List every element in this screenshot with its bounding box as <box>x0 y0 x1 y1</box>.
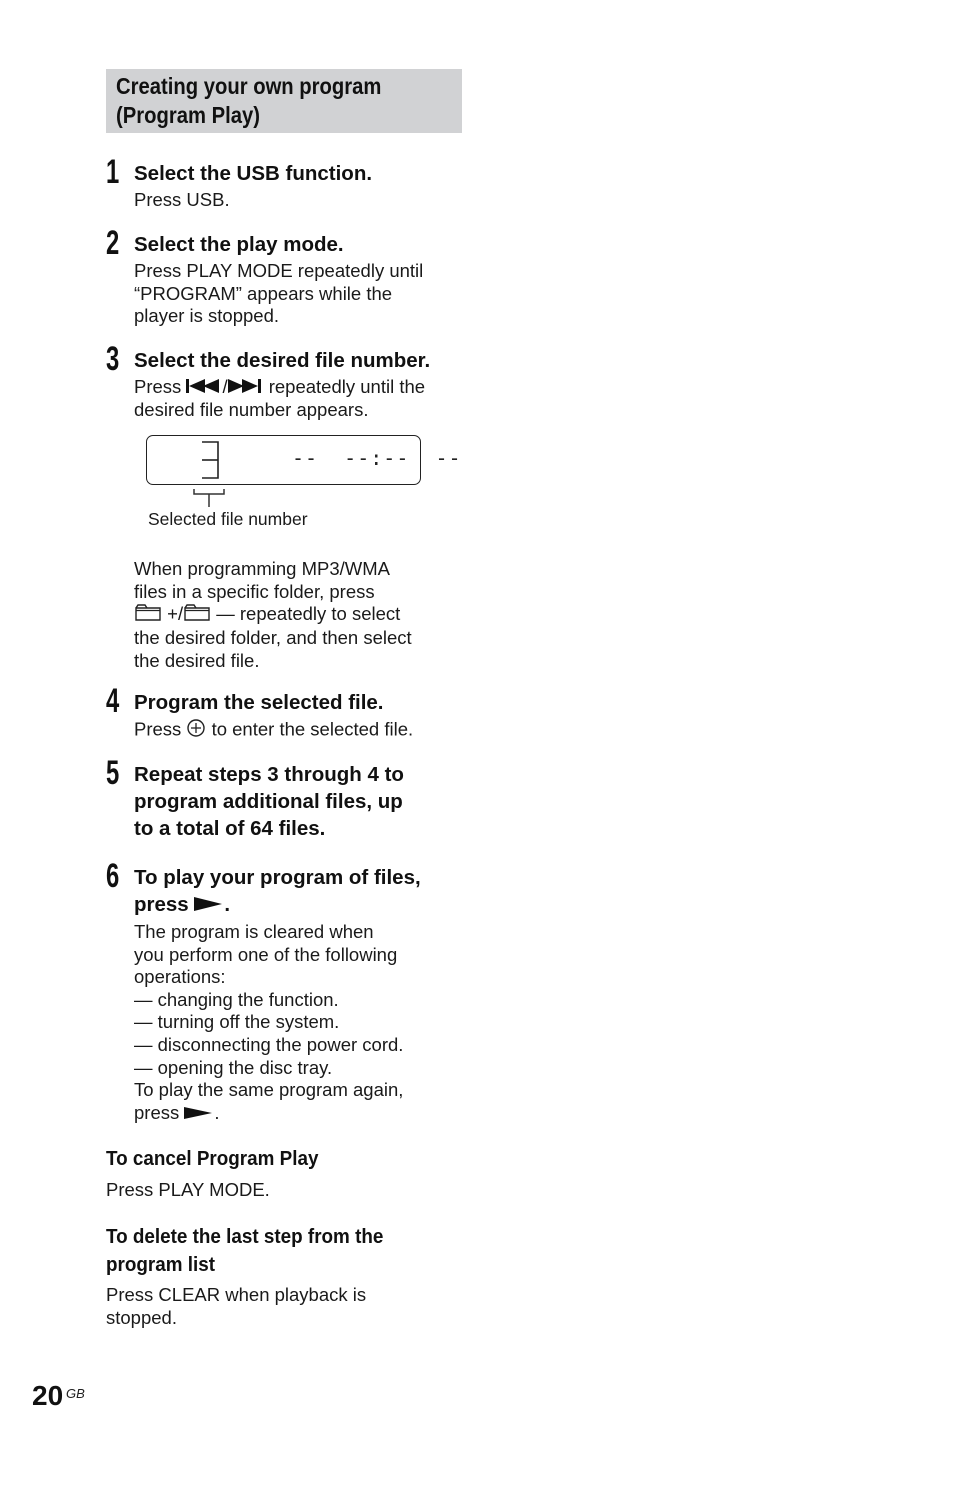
step-2-number: 2 <box>106 224 120 262</box>
step-1-heading: Select the USB function. <box>134 162 373 185</box>
section-title: Creating your own program (Program Play) <box>116 73 382 128</box>
step-3-body: Press / repeatedly until the desired file number appears. <box>134 376 426 421</box>
delete-heading: To delete the last step from the program list <box>106 1225 384 1276</box>
folder-icon <box>134 604 162 628</box>
step-5-heading: Repeat steps 3 through 4 to program additional files, up to a total of 64 files. <box>134 763 404 840</box>
delete-body: Press CLEAR when playback is stopped. <box>106 1284 367 1328</box>
step-6-number: 6 <box>106 857 120 895</box>
page-number-suffix: GB <box>66 1386 85 1401</box>
step-3-heading: Select the desired file number. <box>134 349 431 372</box>
display-caption: Selected file number <box>148 509 308 529</box>
play-icon <box>184 1103 214 1126</box>
folder-note: When programming MP3/WMA files in a specific folder, press +/ — repeatedly to select the desired folder, and then select the desired file. <box>134 558 412 671</box>
step-1-body: Press USB. <box>134 189 230 210</box>
folder-icon <box>183 604 211 628</box>
step-4-heading: Program the selected file. <box>134 691 384 714</box>
next-track-icon <box>228 377 264 400</box>
cancel-body: Press PLAY MODE. <box>106 1179 270 1200</box>
lcd-digit-3 <box>198 440 224 485</box>
step-2-heading: Select the play mode. <box>134 233 344 256</box>
step-6-heading: To play your program of files, press . <box>134 864 421 919</box>
lcd-dashes: -- --:-- -- <box>292 446 462 470</box>
step-5-number: 5 <box>106 754 120 792</box>
step-2-body: Press PLAY MODE repeatedly until “PROGRAM” appears while the player is stopped. <box>134 260 424 327</box>
step-4-body: Press to enter the selected file. <box>134 718 413 744</box>
cancel-heading: To cancel Program Play <box>106 1147 319 1170</box>
play-icon <box>194 892 224 919</box>
step-3-number: 3 <box>106 340 120 378</box>
enter-icon <box>186 718 206 744</box>
page-number: 20 <box>32 1380 64 1411</box>
step-6-body: The program is cleared when you perform one of the following operations: — changing the function. — turning off the system. — disconnecting the power cord. — opening the disc tray. To play the same program again, press . <box>134 921 403 1125</box>
prev-track-icon <box>186 377 222 400</box>
step-4-number: 4 <box>106 682 120 720</box>
step-1-number: 1 <box>106 153 120 191</box>
